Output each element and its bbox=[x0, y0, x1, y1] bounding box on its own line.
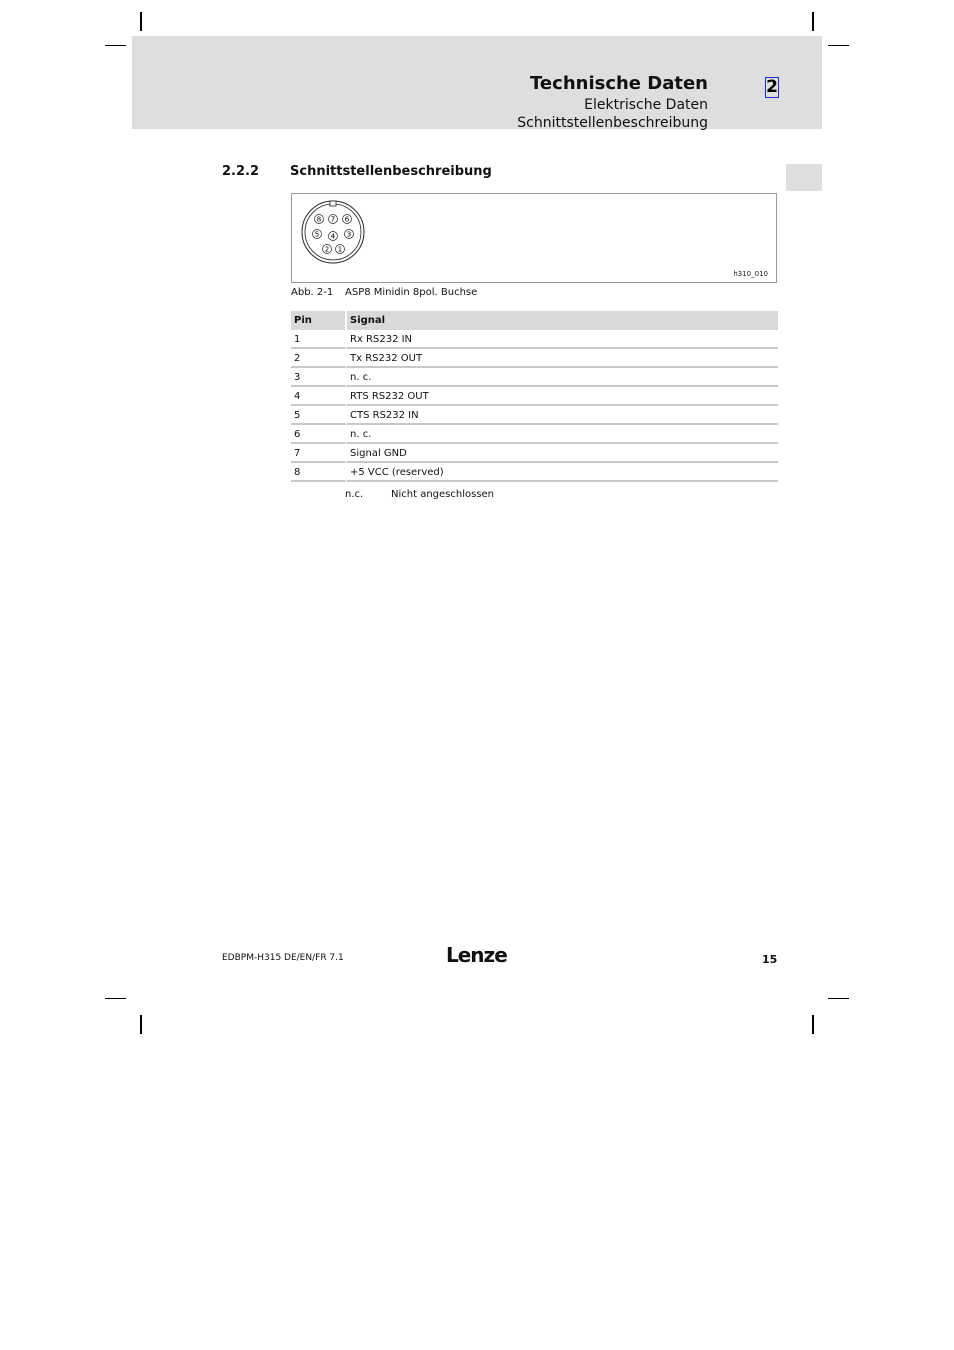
chapter-title: Technische Daten bbox=[530, 73, 708, 94]
signal-cell: RTS RS232 OUT bbox=[347, 387, 778, 406]
table-row bbox=[291, 425, 778, 444]
footer-document-id: EDBPM-H315 DE/EN/FR 7.1 bbox=[222, 953, 344, 963]
signal-cell: +5 VCC (reserved) bbox=[347, 463, 778, 482]
pin-cell: 5 bbox=[291, 406, 347, 425]
connector-pin-label: 2 bbox=[324, 245, 330, 254]
connector-pin-label: 5 bbox=[314, 230, 320, 239]
pin-cell: 2 bbox=[291, 349, 347, 368]
table-header-row bbox=[291, 311, 778, 330]
connector-pin-label: 7 bbox=[330, 215, 336, 224]
figure-code: h310_010 bbox=[733, 270, 768, 278]
crop-mark bbox=[828, 998, 849, 999]
section-title: Schnittstellenbeschreibung bbox=[290, 164, 492, 179]
table-row bbox=[291, 444, 778, 463]
connector-pin-label: 8 bbox=[316, 215, 322, 224]
pin-cell: 3 bbox=[291, 368, 347, 387]
pin-cell: 8 bbox=[291, 463, 347, 482]
table-row bbox=[291, 463, 778, 482]
note-explanation: Nicht angeschlossen bbox=[391, 489, 495, 500]
chapter-subtitle: Schnittstellenbeschreibung bbox=[517, 115, 708, 131]
table-row bbox=[291, 368, 778, 387]
table-row bbox=[291, 330, 778, 349]
signal-cell: n. c. bbox=[347, 368, 778, 387]
pin-cell: 4 bbox=[291, 387, 347, 406]
figure-caption-label: Abb. 2-1 bbox=[291, 287, 334, 298]
table-row bbox=[291, 349, 778, 368]
crop-mark bbox=[105, 45, 126, 46]
lenze-logo: Lenze bbox=[446, 943, 507, 967]
page-number: 15 bbox=[762, 953, 778, 966]
signal-cell: Rx RS232 IN bbox=[347, 330, 778, 349]
pin-cell: 6 bbox=[291, 425, 347, 444]
figure-frame bbox=[291, 193, 777, 283]
note-abbreviation: n.c. bbox=[345, 489, 364, 500]
pin-assignment-table bbox=[291, 311, 778, 482]
pin-cell: 1 bbox=[291, 330, 347, 349]
signal-cell: n. c. bbox=[347, 425, 778, 444]
crop-mark bbox=[828, 45, 849, 46]
signal-cell: Signal GND bbox=[347, 444, 778, 463]
table-row bbox=[291, 406, 778, 425]
connector-pin-label: 3 bbox=[346, 230, 352, 239]
table-row bbox=[291, 387, 778, 406]
connector-pin-label: 4 bbox=[330, 232, 336, 241]
column-header-pin: Pin bbox=[291, 311, 347, 330]
header-band bbox=[132, 36, 822, 129]
chapter-number-badge: 2 bbox=[766, 77, 778, 97]
chapter-side-tab bbox=[786, 164, 822, 191]
signal-cell: CTS RS232 IN bbox=[347, 406, 778, 425]
pin-cell: 7 bbox=[291, 444, 347, 463]
chapter-subtitle: Elektrische Daten bbox=[584, 97, 708, 113]
crop-mark bbox=[105, 998, 126, 999]
crop-mark bbox=[812, 12, 814, 31]
column-header-signal: Signal bbox=[347, 311, 778, 330]
connector-pin-label: 6 bbox=[344, 215, 350, 224]
figure-caption-text: ASP8 Minidin 8pol. Buchse bbox=[345, 287, 478, 298]
crop-mark bbox=[812, 1015, 814, 1034]
crop-mark bbox=[140, 1015, 142, 1034]
connector-pin-label: 1 bbox=[337, 245, 343, 254]
section-number: 2.2.2 bbox=[222, 164, 260, 179]
minidin-connector-diagram bbox=[300, 198, 368, 266]
signal-cell: Tx RS232 OUT bbox=[347, 349, 778, 368]
crop-mark bbox=[140, 12, 142, 31]
